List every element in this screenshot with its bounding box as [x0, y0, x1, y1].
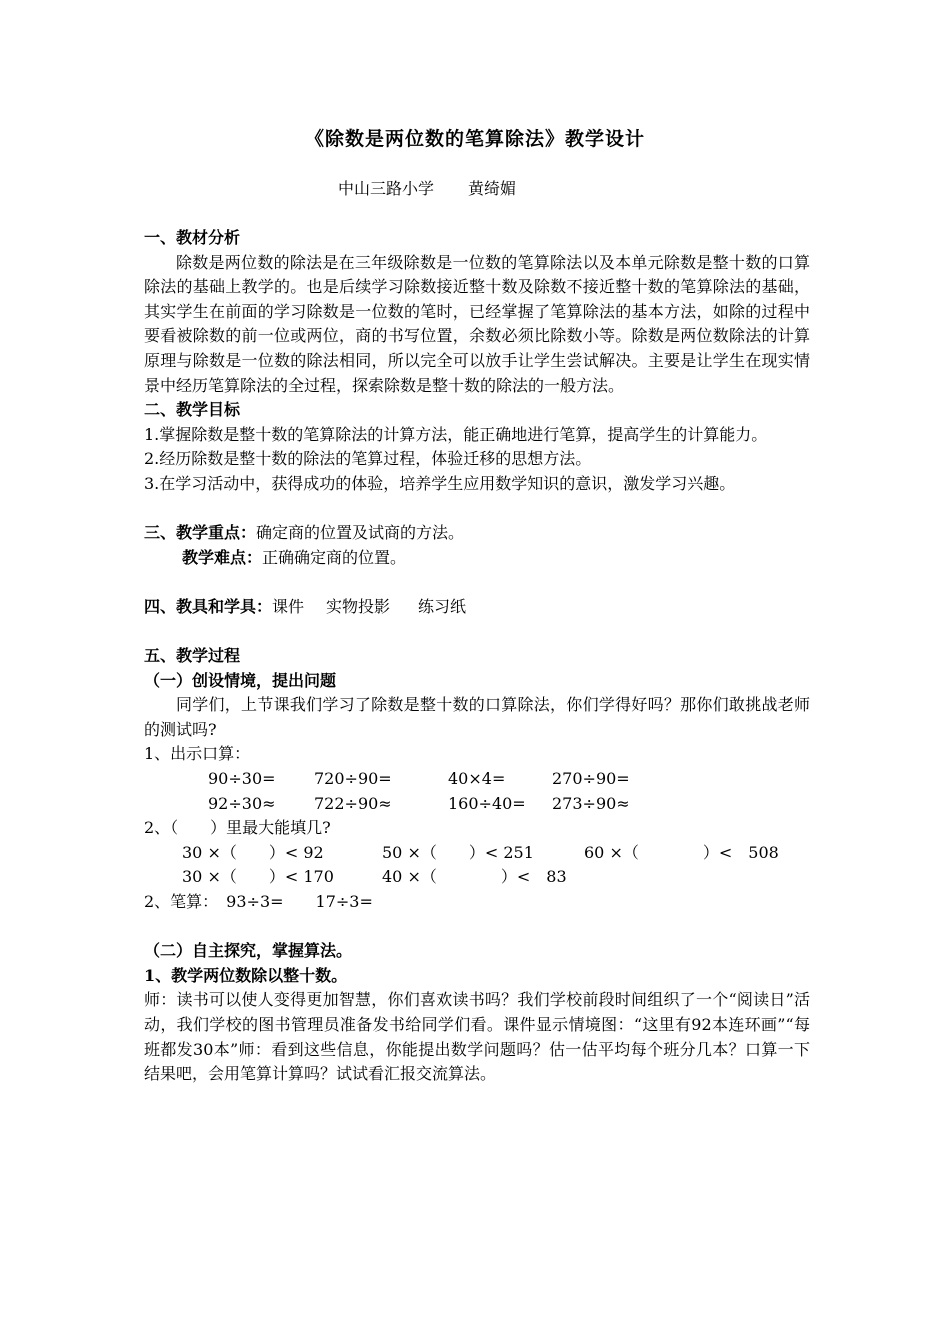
calc-item: 270÷90=	[552, 769, 630, 789]
fill-blank-row	[144, 865, 810, 890]
fill-blank-label: 2、（ ）里最大能填几?	[144, 818, 331, 838]
fill-blank-item: 60 ×（ ）< 508	[584, 842, 779, 862]
section-heading-key-points: 三、教学重点：	[144, 523, 257, 543]
author-school: 中山三路小学	[338, 179, 435, 198]
written-calc-line: 2、笔算： 93÷3= 17÷3=	[144, 892, 373, 912]
tool-item: 课件	[272, 596, 305, 616]
section-heading-goals: 二、教学目标	[144, 400, 241, 420]
calc-item: 720÷90=	[314, 769, 392, 789]
fill-blank-item: 50 ×（ ）< 251	[382, 842, 534, 862]
fill-blank-row	[144, 841, 810, 866]
fill-blank-item: 30 ×（ ）< 170	[182, 867, 334, 887]
section-heading-process: 五、教学过程	[144, 646, 241, 666]
oral-calc-label: 1、出示口算：	[144, 744, 251, 764]
document-body	[144, 226, 810, 1087]
fill-blank-item: 40 ×（ ）< 83	[382, 867, 567, 887]
author-name: 黄绮媚	[468, 179, 517, 198]
calc-item: 722÷90≈	[314, 793, 392, 813]
calc-item: 92÷30≈	[208, 793, 276, 813]
part1-intro: 同学们，上节课我们学习了除数是整十数的口算除法，你们学得好吗？那你们敢挑战老师的测试吗?	[144, 695, 810, 739]
tool-item: 练习纸	[418, 596, 467, 616]
part1-heading: （一）创设情境，提出问题	[144, 670, 337, 690]
calc-item: 160÷40=	[448, 793, 526, 813]
section-heading-analysis: 一、教材分析	[144, 228, 241, 247]
part2-paragraph: 师：读书可以使人变得更加智慧，你们喜欢读书吗？我们学校前段时间组织了一个“阅读日”活动，我们学校的图书管理员准备发书给同学们看。课件显示情境图：“这里有92本连环画”“每班都发30本”师：看到这些信息，你能提出数学问题吗？估一估平均每个班分几本？口算一下结果吧，会用笔算计算吗？试试看汇报交流算法。	[144, 990, 810, 1084]
oral-calc-row	[144, 792, 810, 817]
calc-item: 40×4=	[448, 769, 506, 789]
fill-blank-item: 30 ×（ ）< 92	[182, 842, 324, 862]
tool-item: 实物投影	[326, 596, 391, 616]
key-points-line	[144, 521, 810, 546]
calc-item: 90÷30=	[208, 769, 276, 789]
part2-heading: （二）自主探究，掌握算法。	[144, 941, 353, 961]
goal-item: 2.经历除数是整十数的除法的笔算过程，体验迁移的思想方法。	[144, 449, 592, 469]
difficulty-line	[144, 546, 810, 571]
key-points-text: 确定商的位置及试商的方法。	[256, 523, 465, 543]
oral-calc-row	[144, 767, 810, 792]
calc-item: 273÷90≈	[552, 793, 630, 813]
analysis-paragraph: 除数是两位数的除法是在三年级除数是一位数的笔算除法以及本单元除数是整十数的口算除法的基础上教学的。也是后续学习除数接近整十数及除数不接近整十数的笔算除法的基础，其实学生在前面的学习除数是一位数的笔时，已经掌握了笔算除法的基本方法，如除的过程中要看被除数的前一位或两位，商的书写位置，余数必须比除数小等。除数是两位数除法的计算原理与除数是一位数的除法相同，所以完全可以放手让学生尝试解决。主要是让学生在现实情景中经历笔算除法的全过程，探索除数是整十数的除法的一般方法。	[144, 252, 810, 395]
tools-line	[144, 595, 810, 620]
document-title: 《除数是两位数的笔算除法》教学设计	[304, 128, 645, 150]
difficulty-text: 正确确定商的位置。	[262, 547, 407, 567]
difficulty-label: 教学难点：	[182, 547, 263, 567]
author-line	[338, 176, 516, 199]
section-heading-tools: 四、教具和学具：	[144, 596, 273, 616]
goal-item: 3.在学习活动中，获得成功的体验，培养学生应用数学知识的意识，激发学习兴趣。	[144, 473, 736, 493]
part2-subheading: 1、教学两位数除以整十数。	[144, 965, 348, 985]
goal-item: 1.掌握除数是整十数的笔算除法的计算方法，能正确地进行笔算，提高学生的计算能力。	[144, 424, 768, 444]
